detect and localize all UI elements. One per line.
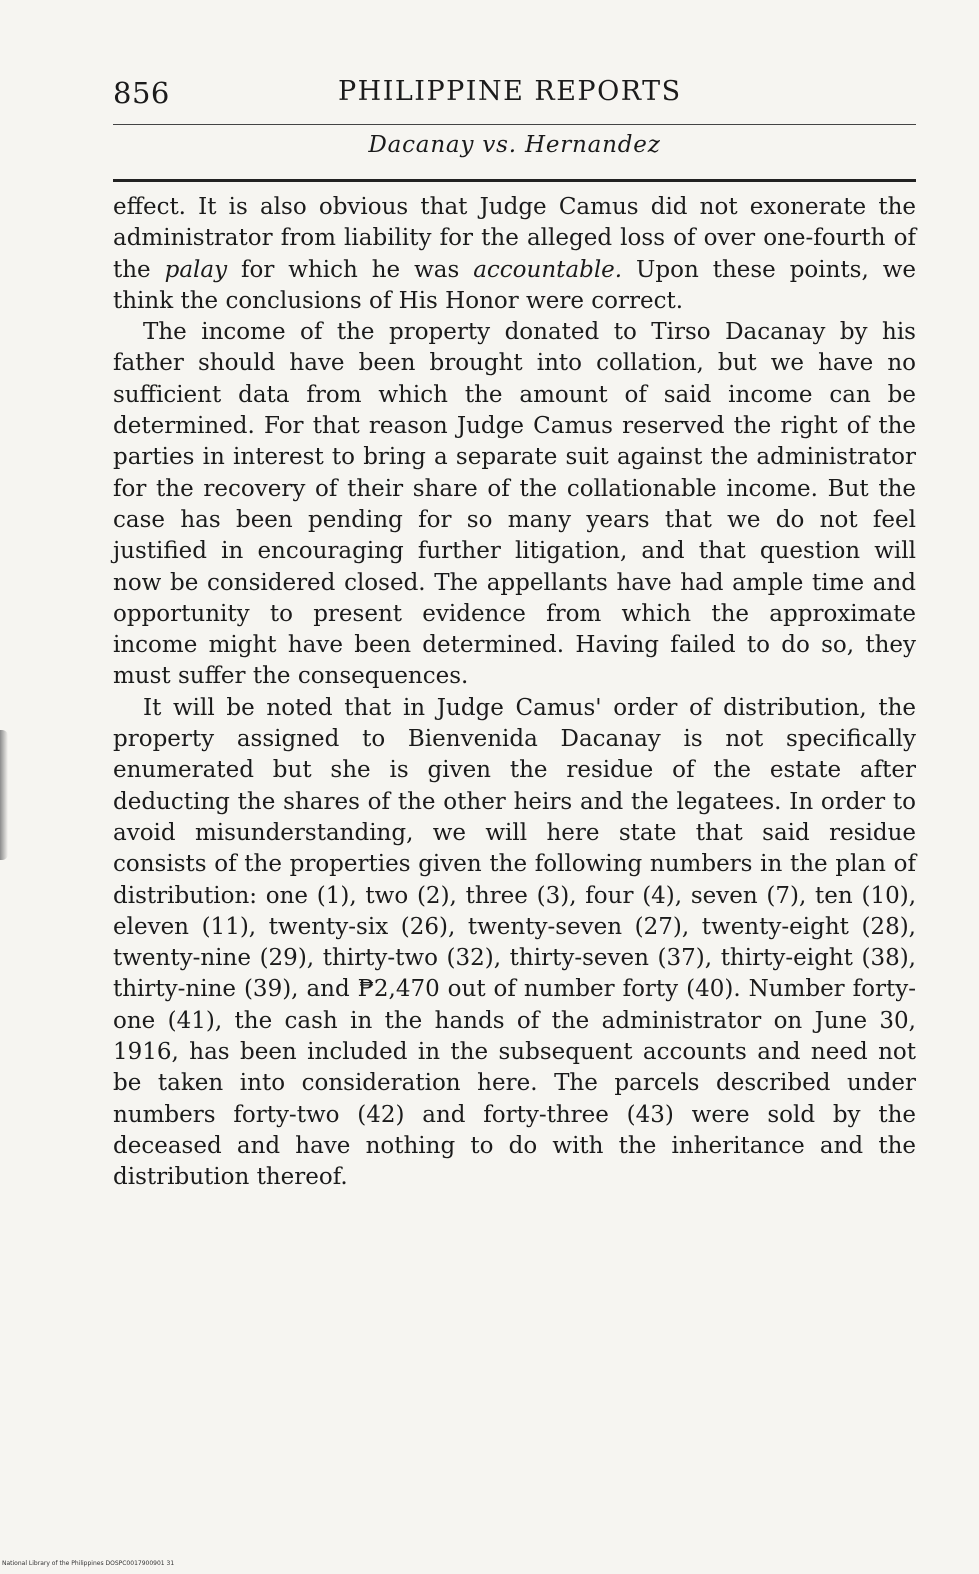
case-title: Dacanay vs. Hernandez	[368, 132, 661, 158]
paragraph-1-post: Upon these points, we think the conclusions of His Honor were correct.	[113, 256, 917, 314]
page-header	[113, 68, 916, 118]
paragraph-1-pre: effect. It is also obvious that Judge Camus did not exonerate the administrator from liability for the alleged loss of over one-fourth of the	[113, 194, 916, 283]
scan-edge-shadow	[0, 730, 8, 860]
footer-credit: National Library of the Philippines DOSPC0017900901 31	[2, 1560, 175, 1567]
header-rule-top	[113, 124, 916, 125]
body-text	[113, 192, 916, 1194]
paragraph-1-mid: for which he was	[227, 256, 474, 283]
paragraph-1	[113, 192, 916, 317]
paragraph-2: The income of the property donated to Tirso Dacanay by his father should have been brought into collation, but we have no sufficient data from which the amount of said income can be determined. For that reason Judge Camus reserved the right of the parties in interest to bring a separate suit against the administrator for the recovery of their share of the collationable income. But the case has been pending for so many years that we do not feel justified in encouraging further litigation, and that question will now be considered closed. The appellants have had ample time and opportunity to present evidence from which the approximate income might have been determined. Having failed to do so, they must suffer the consequences.	[113, 319, 916, 690]
paragraph-1-italic-palay: palay	[164, 256, 228, 283]
running-title: PHILIPPINE REPORTS	[338, 76, 682, 107]
header-rule-bottom	[113, 179, 916, 182]
paragraph-1-italic-accountable: accountable.	[473, 256, 623, 283]
page-number: 856	[113, 76, 170, 110]
document-page	[113, 68, 917, 1191]
paragraph-3: It will be noted that in Judge Camus' order of distribution, the property assigned to Bienvenida Dacanay is not specifically enumerated but she is given the residue of the estate after deducting the shares of the other heirs and the legatees. In order to avoid misunderstanding, we will here state that said residue consists of the properties given the following numbers in the plan of distribution: one (1), two (2), three (3), four (4), seven (7), ten (10), eleven (11), twenty-six (26), twenty-seven (27), twenty-eight (28), twenty-nine (29), thirty-two (32), thirty-seven (37), thirty-eight (38), thirty-nine (39), and ₱2,470 out of number forty (40). Number forty-one (41), the cash in the hands of the administrator on June 30, 1916, has been included in the subsequent accounts and need not be taken into consideration here. The parcels described under numbers forty-two (42) and forty-three (43) were sold by the deceased and have nothing to do with the inheritance and the distribution thereof.	[113, 694, 916, 1191]
